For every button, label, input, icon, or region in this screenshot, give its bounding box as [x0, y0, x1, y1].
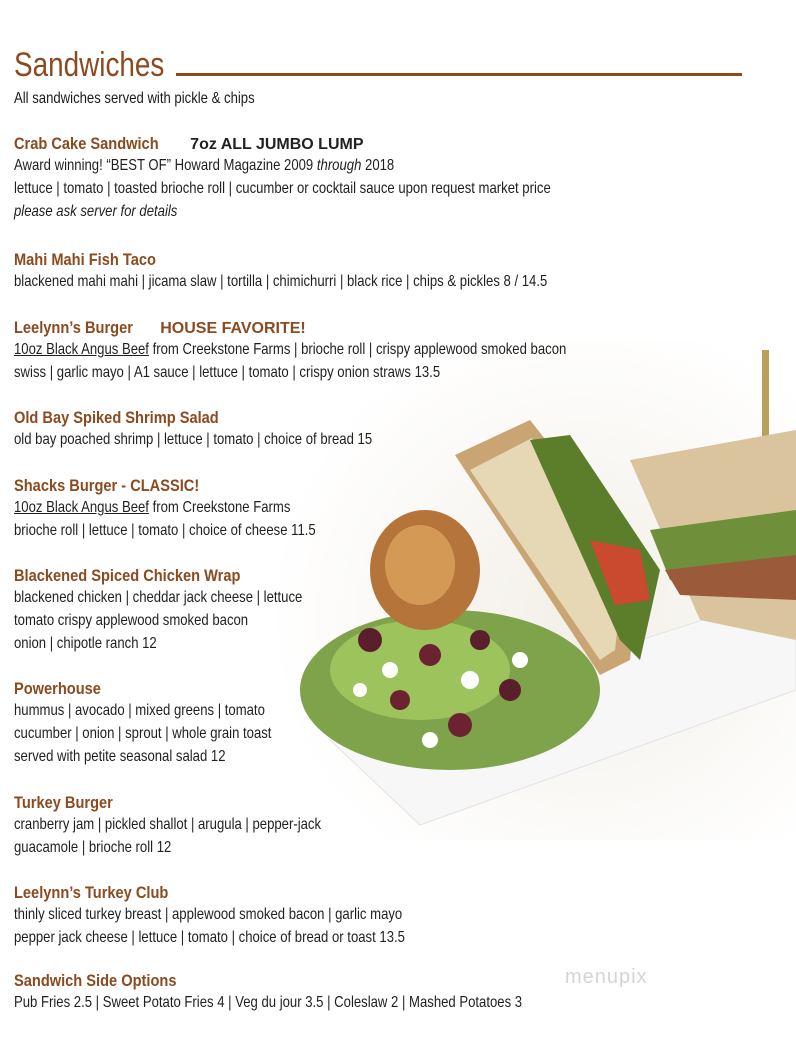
item-name: Old Bay Spiked Shrimp Salad — [14, 408, 219, 427]
menu-item-turkey-club — [14, 883, 491, 949]
menu-item-leelynns-burger — [14, 318, 688, 384]
item-line: brioche roll | lettuce | tomato | choice of cheese 11.5 — [14, 522, 316, 539]
item-line: Award winning! “BEST OF” Howard Magazine 2009 through 2018 — [14, 157, 395, 174]
menu-item-powerhouse — [14, 679, 328, 768]
item-note: please ask server for details — [14, 203, 178, 220]
page-subtitle: All sandwiches served with pickle & chips — [14, 90, 255, 107]
item-line: thinly sliced turkey breast | applewood smoked bacon | garlic mayo — [14, 906, 403, 923]
menu-item-chicken-wrap — [14, 566, 366, 655]
menu-item-crab-cake — [14, 134, 669, 223]
item-line: pepper jack cheese | lettuce | tomato | choice of bread or toast 13.5 — [14, 929, 405, 946]
item-line: hummus | avocado | mixed greens | tomato — [14, 702, 265, 719]
item-line: old bay poached shrimp | lettuce | tomato | choice of bread 15 — [14, 431, 373, 448]
title-divider — [176, 73, 742, 76]
item-line: onion | chipotle ranch 12 — [14, 635, 157, 652]
item-tag: HOUSE FAVORITE! — [160, 320, 306, 337]
item-line: guacamole | brioche roll 12 — [14, 839, 172, 856]
item-line: Pub Fries 2.5 | Sweet Potato Fries 4 | Veg du jour 3.5 | Coleslaw 2 | Mashed Potatoes 3 — [14, 994, 523, 1011]
item-line: 10oz Black Angus Beef from Creekstone Farms — [14, 499, 291, 516]
menu-item-old-bay-shrimp-salad — [14, 408, 451, 451]
watermark: menupix — [565, 966, 648, 988]
page-title: Sandwiches — [14, 46, 165, 84]
item-line: cranberry jam | pickled shallot | arugula | pepper-jack — [14, 816, 322, 833]
menu-item-mahi-mahi — [14, 250, 664, 293]
item-line: tomato crispy applewood smoked bacon — [14, 612, 249, 629]
item-name: Turkey Burger — [14, 793, 113, 812]
item-name: Leelynn’s Burger — [14, 318, 133, 337]
item-line: swiss | garlic mayo | A1 sauce | lettuce | tomato | crispy onion straws 13.5 — [14, 364, 441, 381]
item-name: Sandwich Side Options — [14, 971, 177, 990]
item-name: Crab Cake Sandwich — [14, 134, 159, 153]
item-line: cucumber | onion | sprout | whole grain toast — [14, 725, 272, 742]
item-line: lettuce | tomato | toasted brioche roll | cucumber or cocktail sauce upon request market price — [14, 180, 551, 197]
item-name: Shacks Burger - CLASSIC! — [14, 476, 200, 495]
item-line: served with petite seasonal salad 12 — [14, 748, 226, 765]
item-line: 10oz Black Angus Beef from Creekstone Farms | brioche roll | crispy applewood smoked bacon — [14, 341, 567, 358]
item-name: Leelynn’s Turkey Club — [14, 883, 169, 902]
item-name: Blackened Spiced Chicken Wrap — [14, 566, 241, 585]
item-name: Powerhouse — [14, 679, 101, 698]
menu-item-side-options — [14, 971, 634, 1014]
menu-item-turkey-burger — [14, 793, 388, 859]
item-tag: 7oz ALL JUMBO LUMP — [190, 136, 364, 153]
menu-item-shacks-burger — [14, 476, 382, 542]
item-name: Mahi Mahi Fish Taco — [14, 250, 156, 269]
item-line: blackened mahi mahi | jicama slaw | tortilla | chimichurri | black rice | chips & pickles 8 / 14.5 — [14, 273, 548, 290]
item-line: blackened chicken | cheddar jack cheese | lettuce — [14, 589, 303, 606]
